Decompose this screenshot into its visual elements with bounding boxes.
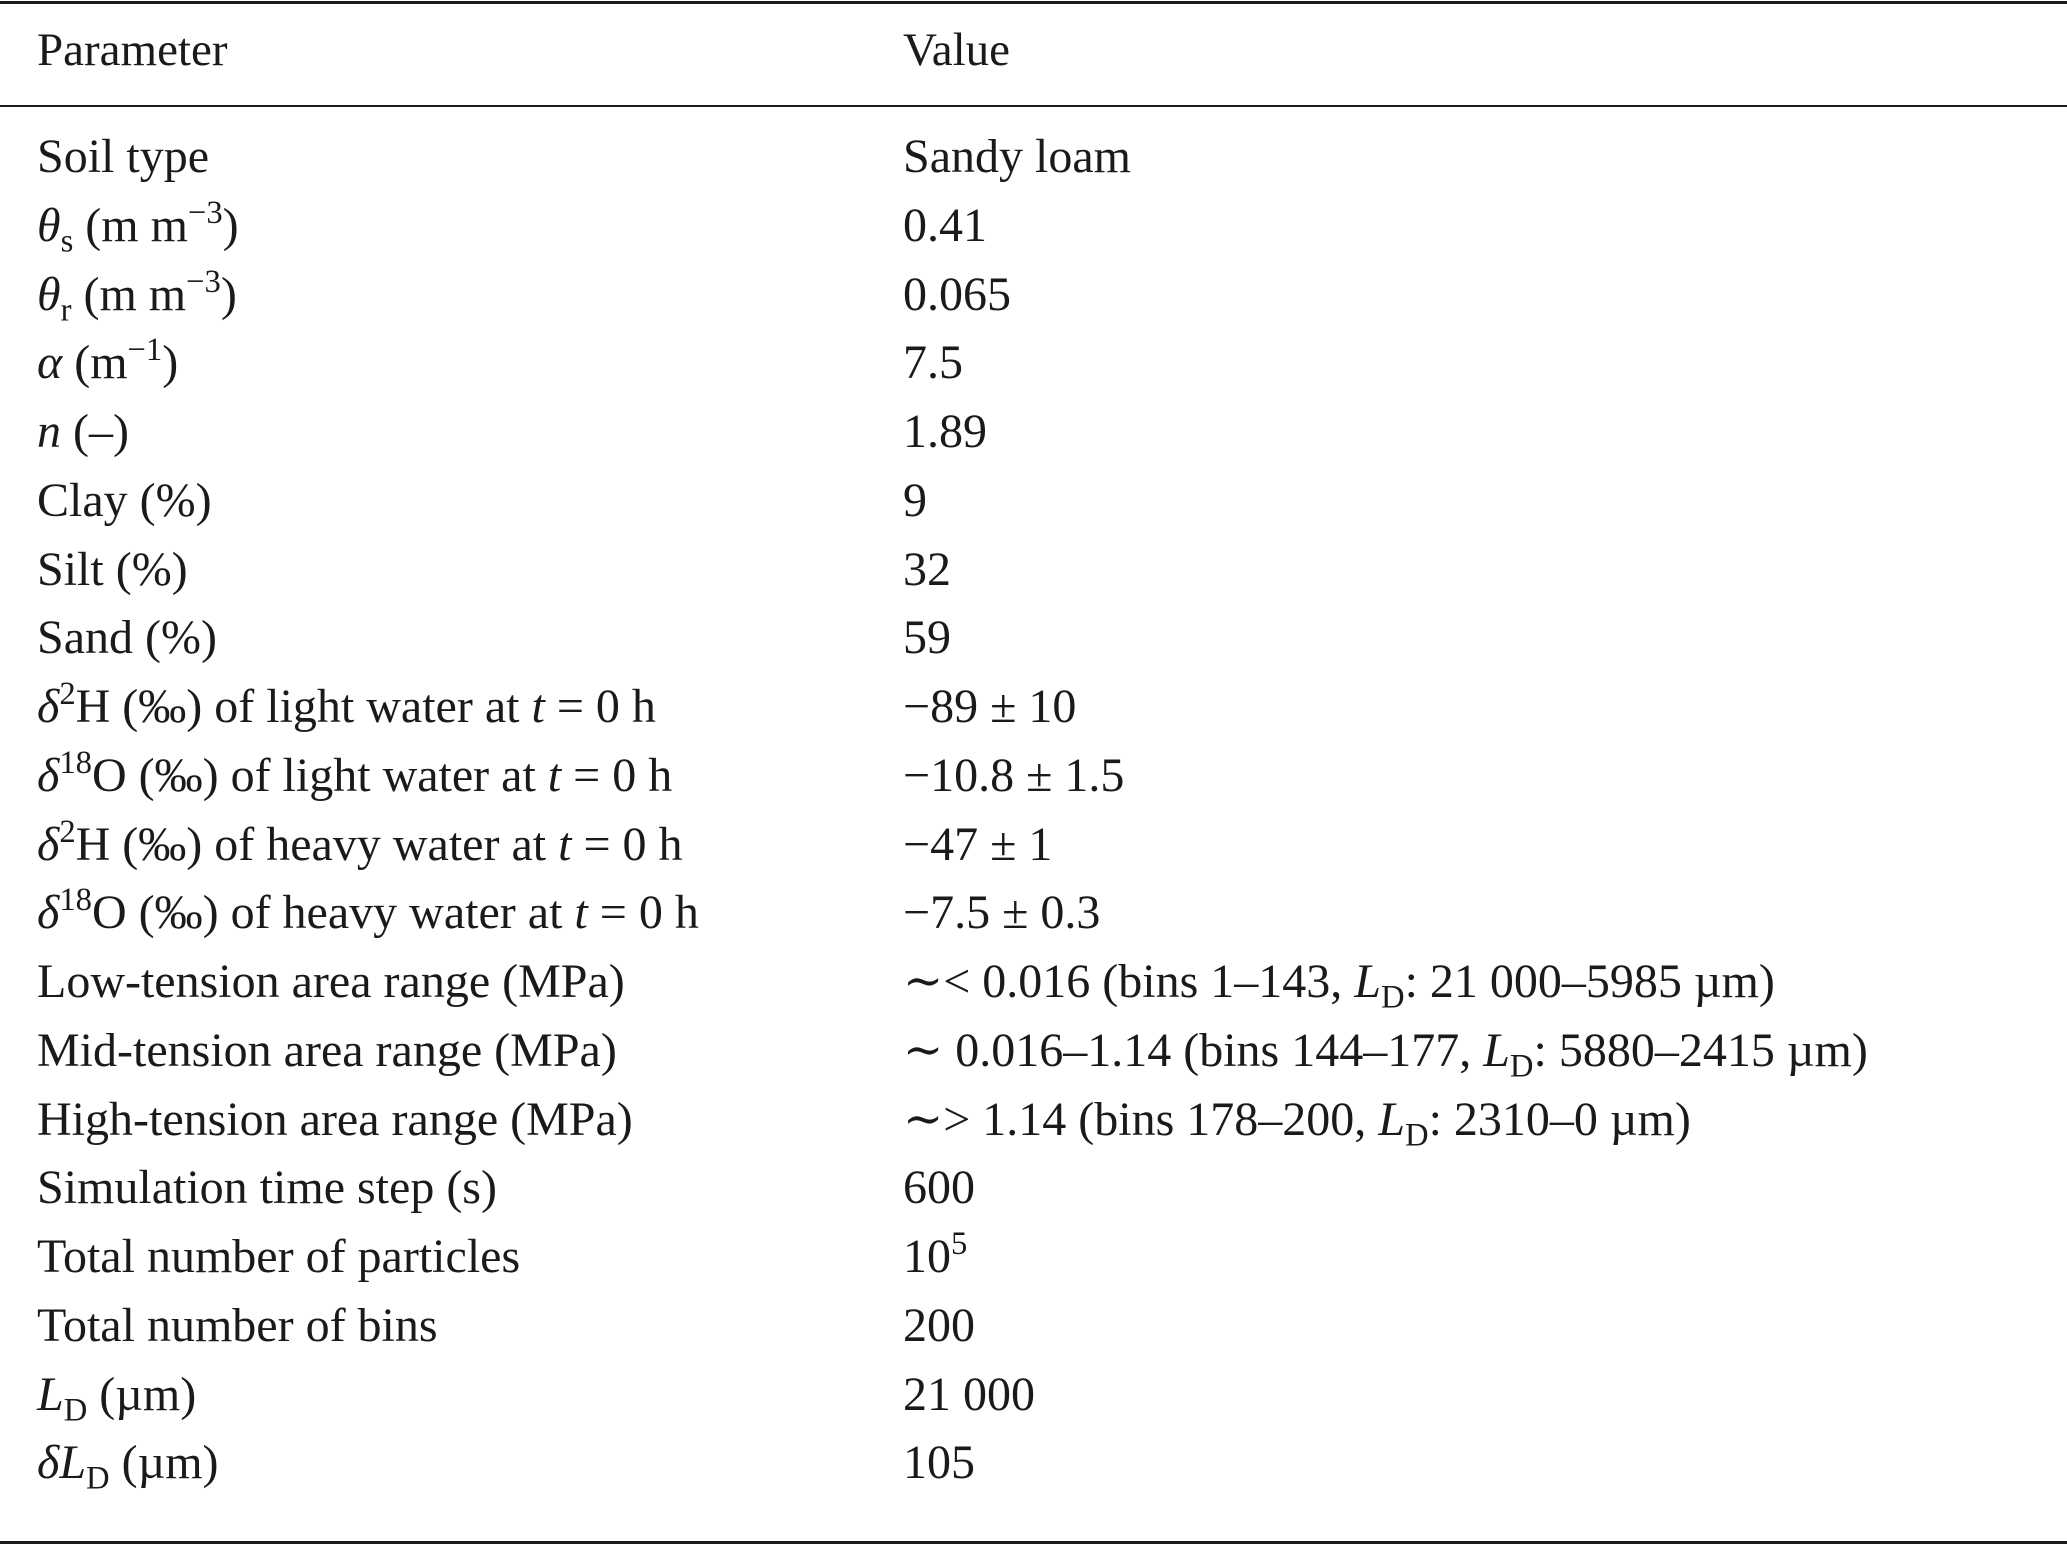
text-segment: Low-tension area range (MPa) <box>37 955 625 1008</box>
parameter-cell <box>37 1155 497 1221</box>
parameter-cell <box>37 399 129 465</box>
value-cell <box>903 193 987 259</box>
text-segment: −3 <box>187 194 223 231</box>
text-segment: O (‰) of light water at <box>91 748 548 802</box>
value-cell <box>903 399 987 465</box>
text-segment: Simulation time step (s) <box>37 1161 497 1215</box>
value-cell <box>903 1293 975 1359</box>
table-row <box>0 1362 2067 1431</box>
text-segment: θ <box>37 267 61 321</box>
text-segment: L <box>37 1367 64 1421</box>
parameter-cell <box>37 124 209 190</box>
text-segment: H (‰) of light water at <box>75 680 532 733</box>
text-segment: Total number of bins <box>37 1298 438 1352</box>
parameter-cell <box>37 1430 219 1496</box>
text-segment: δ <box>37 680 60 733</box>
table-header-row <box>0 18 2067 82</box>
text-segment: 2 <box>59 676 76 713</box>
text-segment: Sand (%) <box>37 611 217 665</box>
text-segment: (–) <box>61 405 129 458</box>
text-segment: 0.41 <box>903 198 987 252</box>
text-segment: 10 <box>903 1230 951 1283</box>
value-cell <box>903 330 963 396</box>
value-cell <box>903 605 951 671</box>
text-segment: ) <box>220 267 237 321</box>
text-segment: L <box>59 1436 87 1490</box>
text-segment: (m m <box>73 198 188 252</box>
text-segment: L <box>1378 1092 1405 1146</box>
text-segment: ∼ 0.016–1.14 (bins 144–177, <box>903 1023 1484 1077</box>
text-segment: L <box>1483 1023 1510 1077</box>
text-segment: −1 <box>127 332 163 369</box>
text-segment: δ <box>37 886 60 940</box>
parameter-cell <box>37 330 178 396</box>
value-cell <box>903 1018 1868 1084</box>
parameter-cell <box>37 193 239 259</box>
table-row <box>0 1087 2067 1156</box>
text-segment: r <box>60 291 72 328</box>
text-segment: D <box>1405 1116 1429 1153</box>
text-segment: D <box>1509 1048 1534 1085</box>
table-row <box>0 949 2067 1018</box>
value-cell <box>903 124 1131 190</box>
text-segment: Sandy loam <box>903 130 1131 183</box>
text-segment: D <box>1381 979 1405 1016</box>
value-cell <box>903 262 1011 328</box>
value-cell <box>903 1430 975 1496</box>
text-segment: δ <box>37 817 60 871</box>
parameter-cell <box>37 468 212 534</box>
table-row <box>0 1018 2067 1087</box>
text-segment: 5 <box>951 1226 968 1263</box>
text-segment: Silt (%) <box>37 542 188 596</box>
text-segment: δ <box>37 748 60 802</box>
table-body <box>0 124 2067 1499</box>
text-segment: 1.89 <box>903 405 987 458</box>
value-cell <box>903 468 927 534</box>
value-cell <box>903 949 1775 1015</box>
text-segment: δ <box>37 1436 60 1490</box>
text-segment: 32 <box>903 542 951 596</box>
table-row <box>0 1155 2067 1224</box>
parameter-cell <box>37 537 188 603</box>
text-segment: = 0 h <box>544 680 656 733</box>
text-segment: 59 <box>903 611 951 665</box>
text-segment: 9 <box>903 473 927 527</box>
text-segment: θ <box>37 198 61 252</box>
text-segment: O (‰) of heavy water at <box>91 886 575 940</box>
table-row <box>0 193 2067 262</box>
table-bottom-rule <box>0 1541 2067 1544</box>
text-segment: : 5880–2415 µm) <box>1533 1023 1868 1077</box>
table-header-rule <box>0 105 2067 107</box>
table-row <box>0 330 2067 399</box>
text-segment: Mid-tension area range (MPa) <box>37 1023 617 1077</box>
text-segment: 7.5 <box>903 336 963 390</box>
value-cell <box>903 812 1052 878</box>
text-segment: H (‰) of heavy water at <box>75 817 559 871</box>
table-row <box>0 1430 2067 1499</box>
parameter-cell <box>37 743 672 809</box>
text-segment: 200 <box>903 1298 975 1352</box>
parameter-cell <box>37 1362 196 1428</box>
text-segment: t <box>574 886 588 940</box>
parameter-cell <box>37 1087 633 1153</box>
value-cell <box>903 1362 1035 1428</box>
text-segment: −47 ± 1 <box>903 817 1053 871</box>
table-row <box>0 605 2067 674</box>
table-row <box>0 812 2067 881</box>
header-value: Value <box>903 24 1011 76</box>
text-segment: s <box>60 223 74 260</box>
text-segment: (m <box>62 336 128 390</box>
text-segment: High-tension area range (MPa) <box>37 1092 633 1146</box>
text-segment: −7.5 ± 0.3 <box>903 886 1101 940</box>
table-row <box>0 537 2067 606</box>
text-segment: 2 <box>59 813 76 850</box>
text-segment: 21 000 <box>903 1367 1035 1421</box>
table-row <box>0 262 2067 331</box>
value-cell <box>903 743 1124 809</box>
text-segment: (µm) <box>87 1367 197 1421</box>
text-segment: n <box>37 405 61 458</box>
text-segment: 18 <box>59 882 92 919</box>
parameter-cell <box>37 949 625 1015</box>
text-segment: −89 ± 10 <box>903 680 1077 733</box>
text-segment: = 0 h <box>587 886 699 940</box>
value-cell <box>903 880 1100 946</box>
text-segment: Soil type <box>37 130 210 183</box>
text-segment: (µm) <box>109 1436 219 1490</box>
text-segment: Total number of particles <box>37 1230 521 1283</box>
text-segment: L <box>1354 955 1381 1008</box>
table-top-rule <box>0 1 2067 4</box>
header-parameter: Parameter <box>37 24 228 76</box>
parameter-cell <box>37 605 217 671</box>
value-cell <box>903 1087 1691 1153</box>
parameter-cell <box>37 1224 520 1290</box>
parameter-cell <box>37 262 237 328</box>
text-segment: 600 <box>903 1161 975 1215</box>
text-segment: Clay (%) <box>37 473 212 527</box>
text-segment: ∼> 1.14 (bins 178–200, <box>903 1092 1379 1146</box>
text-segment: ) <box>162 336 179 390</box>
text-segment: −3 <box>186 263 221 300</box>
text-segment: (m m <box>71 267 187 321</box>
text-segment: 0.065 <box>903 267 1011 321</box>
table-row <box>0 1224 2067 1293</box>
value-cell <box>903 1224 967 1290</box>
parameter-cell <box>37 1018 617 1084</box>
parameter-cell <box>37 674 656 740</box>
value-cell <box>903 674 1076 740</box>
value-cell <box>903 1155 975 1221</box>
text-segment: −10.8 ± 1.5 <box>903 748 1125 802</box>
text-segment: t <box>531 680 545 733</box>
table-row <box>0 124 2067 193</box>
text-segment: 18 <box>59 744 92 781</box>
text-segment: = 0 h <box>561 748 673 802</box>
table-row <box>0 880 2067 949</box>
table-row <box>0 743 2067 812</box>
table-row <box>0 468 2067 537</box>
text-segment: : 21 000–5985 µm) <box>1404 955 1775 1008</box>
value-cell <box>903 537 951 603</box>
text-segment: D <box>86 1460 110 1497</box>
text-segment: : 2310–0 µm) <box>1428 1092 1691 1146</box>
table-row <box>0 674 2067 743</box>
table-row <box>0 399 2067 468</box>
text-segment: α <box>37 336 63 390</box>
text-segment: 105 <box>903 1436 975 1490</box>
text-segment: ) <box>222 198 239 252</box>
parameter-cell <box>37 1293 438 1359</box>
parameter-cell <box>37 812 683 878</box>
parameter-cell <box>37 880 699 946</box>
text-segment: D <box>63 1391 88 1428</box>
table-row <box>0 1293 2067 1362</box>
text-segment: ∼< 0.016 (bins 1–143, <box>903 955 1355 1008</box>
text-segment: = 0 h <box>571 817 683 871</box>
text-segment: t <box>547 748 562 802</box>
text-segment: t <box>558 817 572 871</box>
